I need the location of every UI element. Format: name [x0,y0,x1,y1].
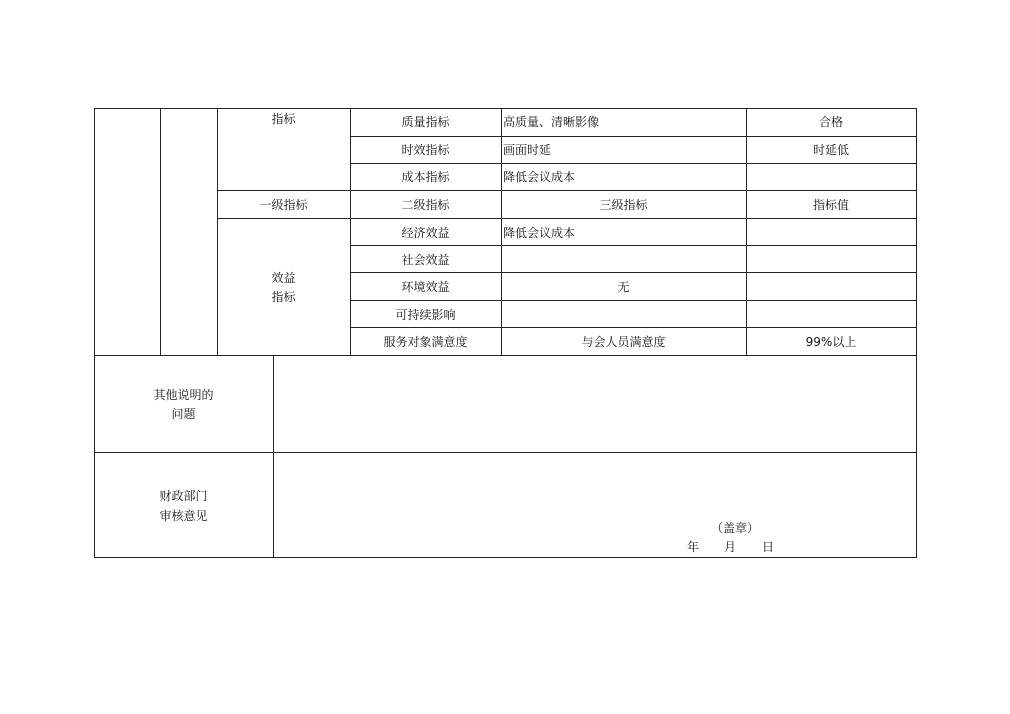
level2-cell: 质量指标 [401,115,450,129]
other-notes-label: 问题 [171,407,196,421]
table-border-right [916,108,917,558]
other-notes-label: 其他说明的 [153,388,214,402]
column-divider [501,108,502,355]
date-year: 年 [686,540,699,554]
column-divider [217,108,218,355]
level3-cell: 降低会议成本 [503,226,576,240]
value-cell: 合格 [818,115,843,129]
benefit-indicator-label: 效益 [271,271,296,285]
satisfaction-level3: 与会人员满意度 [581,335,666,349]
row-divider [350,272,917,273]
table-border-bottom [94,557,917,558]
row-divider [350,163,917,164]
level3-cell: 降低会议成本 [503,170,576,184]
level2-cell: 经济效益 [401,226,450,240]
level2-cell: 环境效益 [401,280,450,294]
satisfaction-level2: 服务对象满意度 [383,335,468,349]
row-divider [217,218,917,219]
level3-cell: 高质量、清晰影像 [503,115,600,129]
value-cell: 时延低 [812,143,849,157]
header-level3: 三级指标 [599,198,648,212]
finance-review-label: 审核意见 [159,509,208,523]
level2-cell: 社会效益 [401,253,450,267]
level2-cell: 成本指标 [401,170,450,184]
column-divider [273,355,274,558]
level2-cell: 时效指标 [401,143,450,157]
row-divider [350,300,917,301]
satisfaction-value: 99%以上 [805,335,857,349]
row-divider [350,136,917,137]
level2-cell: 可持续影响 [395,308,456,322]
row-divider [217,190,917,191]
output-indicator-label: 指标 [271,112,296,126]
header-level1: 一级指标 [259,198,308,212]
row-divider [94,452,917,453]
row-divider [350,327,917,328]
level3-cell: 无 [617,280,630,294]
row-divider [350,245,917,246]
date-month: 月 [723,540,736,554]
column-divider [160,108,161,355]
header-value: 指标值 [812,198,849,212]
level3-cell: 画面时延 [503,143,552,157]
benefit-indicator-label: 指标 [271,290,296,304]
header-level2: 二级指标 [401,198,450,212]
finance-review-label: 财政部门 [159,489,208,503]
row-divider [94,355,917,356]
date-day: 日 [761,540,774,554]
seal-note: （盖章） [710,521,759,535]
